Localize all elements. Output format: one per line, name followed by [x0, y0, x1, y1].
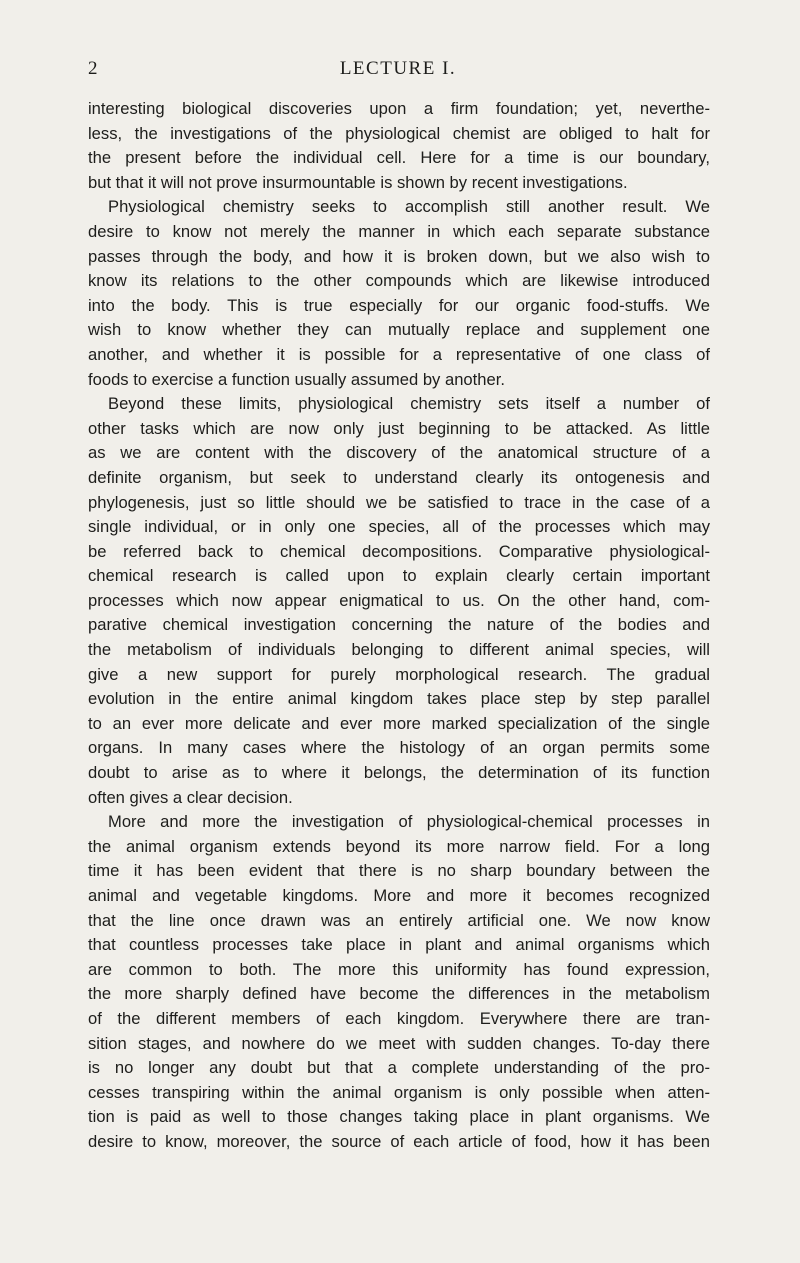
text-line: desire to know, moreover, the source of each article of food, how it has been — [88, 1131, 710, 1151]
text-line: often gives a clear decision. — [88, 787, 293, 807]
text-line: of the different members of each kingdom. Everywhere there are tran- — [88, 1008, 710, 1028]
body-text — [88, 97, 710, 1155]
text-line: is no longer any doubt but that a complete understanding of the pro- — [88, 1058, 710, 1078]
page-number: 2 — [88, 58, 99, 79]
text-line: chemical research is called upon to explain clearly certain important — [88, 566, 710, 586]
text-line: Beyond these limits, physiological chemistry sets itself a number of — [108, 394, 710, 414]
text-line: the present before the individual cell. Here for a time is our boundary, — [88, 148, 710, 168]
text-line: into the body. This is true especially for our organic food-stuffs. We — [88, 295, 710, 315]
text-line: that countless processes take place in plant and animal organisms which — [88, 935, 710, 955]
text-line: the more sharply defined have become the differences in the metabolism — [88, 984, 710, 1004]
text-line: the metabolism of individuals belonging to different animal species, will — [88, 640, 710, 660]
text-line: time it has been evident that there is no sharp boundary between the — [88, 861, 710, 881]
text-line: to an ever more delicate and ever more marked specialization of the single — [88, 713, 710, 733]
text-line: are common to both. The more this uniformity has found expression, — [88, 959, 710, 979]
text-line: passes through the body, and how it is broken down, but we also wish to — [88, 246, 710, 266]
text-line: sition stages, and nowhere do we meet with sudden changes. To-day there — [88, 1033, 710, 1053]
text-line: tion is paid as well to those changes taking place in plant organisms. We — [88, 1107, 710, 1127]
text-line: the animal organism extends beyond its more narrow field. For a long — [88, 836, 710, 856]
running-head: LECTURE I. — [339, 58, 457, 79]
text-line: Physiological chemistry seeks to accomplish still another result. We — [108, 197, 710, 217]
text-line: that the line once drawn was an entirely artificial one. We now know — [88, 910, 710, 930]
text-line: doubt to arise as to where it belongs, the determination of its function — [88, 763, 710, 783]
text-line: foods to exercise a function usually assumed by another. — [88, 369, 505, 389]
text-line: wish to know whether they can mutually replace and supplement one — [88, 320, 710, 340]
text-line: another, and whether it is possible for a representative of one class of — [88, 344, 710, 364]
text-line: other tasks which are now only just beginning to be attacked. As little — [88, 418, 710, 438]
text-line: give a new support for purely morphological research. The gradual — [88, 664, 710, 684]
text-line: parative chemical investigation concerning the nature of the bodies and — [88, 615, 710, 635]
paragraph — [88, 392, 710, 810]
paragraph — [88, 195, 710, 392]
text-line: More and more the investigation of physiological-chemical processes in — [108, 812, 710, 832]
text-line: desire to know not merely the manner in which each separate substance — [88, 221, 710, 241]
text-line: processes which now appear enigmatical to us. On the other hand, com- — [88, 590, 710, 610]
text-line: evolution in the entire animal kingdom takes place step by step parallel — [88, 689, 710, 709]
text-line: interesting biological discoveries upon a firm foundation; yet, neverthe- — [88, 99, 710, 118]
text-line: single individual, or in only one species, all of the processes which may — [88, 517, 710, 537]
text-line: but that it will not prove insurmountable is shown by recent investigations. — [88, 172, 628, 192]
text-line: organs. In many cases where the histology of an organ permits some — [88, 738, 710, 758]
text-line: animal and vegetable kingdoms. More and more it becomes recognized — [88, 886, 710, 905]
page-header — [88, 58, 708, 82]
paragraph — [88, 810, 710, 1154]
text-line: cesses transpiring within the animal organism is only possible when atten- — [88, 1082, 710, 1102]
text-line: as we are content with the discovery of the anatomical structure of a — [88, 443, 710, 463]
text-line: definite organism, but seek to understand clearly its ontogenesis and — [88, 467, 710, 487]
text-line: be referred back to chemical decompositions. Comparative physiological- — [88, 541, 710, 561]
text-line: phylogenesis, just so little should we be satisfied to trace in the case of a — [88, 492, 710, 512]
paragraph — [88, 97, 710, 195]
text-line: know its relations to the other compounds which are likewise introduced — [88, 271, 710, 291]
text-line: less, the investigations of the physiological chemist are obliged to halt for — [88, 123, 710, 143]
